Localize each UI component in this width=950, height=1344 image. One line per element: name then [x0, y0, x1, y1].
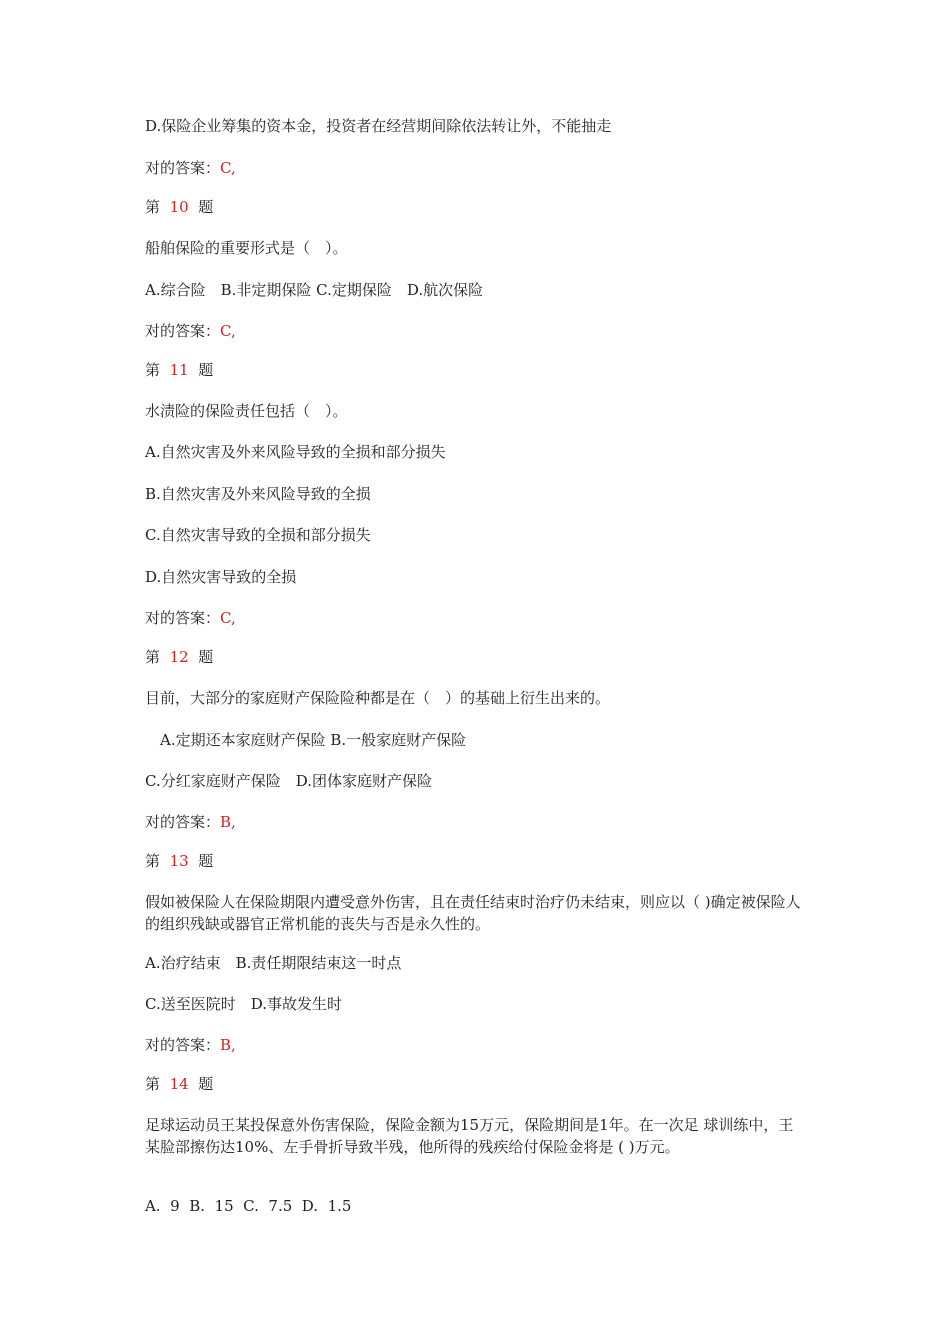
q13-answer [145, 1034, 236, 1056]
question-number: 13 [169, 852, 189, 870]
question-prefix: 第 [145, 198, 161, 216]
q13-text: 假如被保险人在保险期限内遭受意外伤害，且在责任结束时治疗仍未结束，则应以（ )确定被保险人的组织残缺或器官正常机能的丧失与否是永久性的。 [145, 893, 801, 933]
q14-heading [145, 1073, 213, 1095]
q12-options-row1: A.定期还本家庭财产保险 B.一般家庭财产保险 [160, 731, 467, 749]
q11-option-c: C.自然灾害导致的全损和部分损失 [145, 526, 371, 544]
q10-options: A.综合险 B.非定期保险 C.定期保险 D.航次保险 [145, 281, 484, 299]
q11-heading [145, 359, 213, 381]
answer-label: 对的答案： [145, 1036, 221, 1054]
answer-value: C, [220, 159, 236, 177]
q13-heading [145, 850, 213, 872]
q12-options-row2: C.分红家庭财产保险 D.团体家庭财产保险 [145, 772, 432, 790]
question-number: 12 [169, 648, 189, 666]
q10-heading [145, 196, 213, 218]
question-suffix: 题 [198, 1075, 214, 1093]
question-suffix: 题 [198, 198, 214, 216]
q11-answer [145, 607, 236, 629]
answer-label: 对的答案： [145, 813, 221, 831]
answer-value: B, [220, 813, 236, 831]
q11-option-d: D.自然灾害导致的全损 [145, 568, 297, 586]
q10-answer [145, 320, 236, 342]
q11-option-b: B.自然灾害及外来风险导致的全损 [145, 485, 371, 503]
answer-value: C, [220, 322, 236, 340]
q14-text: 足球运动员王某投保意外伤害保险，保险金额为15万元，保险期间是1年。在一次足 球训练中，王某脸部擦伤达10%、左手骨折导致半残，他所得的残疾给付保险金将是 ( )万元。 [145, 1116, 794, 1156]
question-prefix: 第 [145, 1075, 161, 1093]
question-number: 14 [169, 1075, 189, 1093]
question-prefix: 第 [145, 648, 161, 666]
q13-options-row1: A.治疗结束 B.责任期限结束这一时点 [145, 954, 402, 972]
question-number: 10 [169, 198, 189, 216]
question-suffix: 题 [198, 852, 214, 870]
q14-options: A. 9 B. 15 C. 7.5 D. 1.5 [145, 1197, 352, 1215]
answer-value: B, [220, 1036, 236, 1054]
q12-text: 目前，大部分的家庭财产保险险种都是在（ ）的基础上衍生出来的。 [145, 689, 611, 707]
question-suffix: 题 [198, 648, 214, 666]
question-prefix: 第 [145, 852, 161, 870]
q11-option-a: A.自然灾害及外来风险导致的全损和部分损失 [145, 443, 446, 461]
answer-label: 对的答案： [145, 322, 221, 340]
q11-text: 水渍险的保险责任包括（ ）。 [145, 402, 348, 420]
q9-option-d: D.保险企业筹集的资本金，投资者在经营期间除依法转让外，不能抽走 [145, 117, 612, 135]
q12-heading [145, 646, 213, 668]
answer-label: 对的答案： [145, 609, 221, 627]
answer-label: 对的答案： [145, 159, 221, 177]
q10-text: 船舶保险的重要形式是（ ）。 [145, 239, 348, 257]
answer-value: C, [220, 609, 236, 627]
q9-answer [145, 157, 236, 179]
question-number: 11 [169, 361, 189, 379]
question-prefix: 第 [145, 361, 161, 379]
question-suffix: 题 [198, 361, 214, 379]
q13-options-row2: C.送至医院时 D.事故发生时 [145, 995, 342, 1013]
q12-answer [145, 811, 236, 833]
